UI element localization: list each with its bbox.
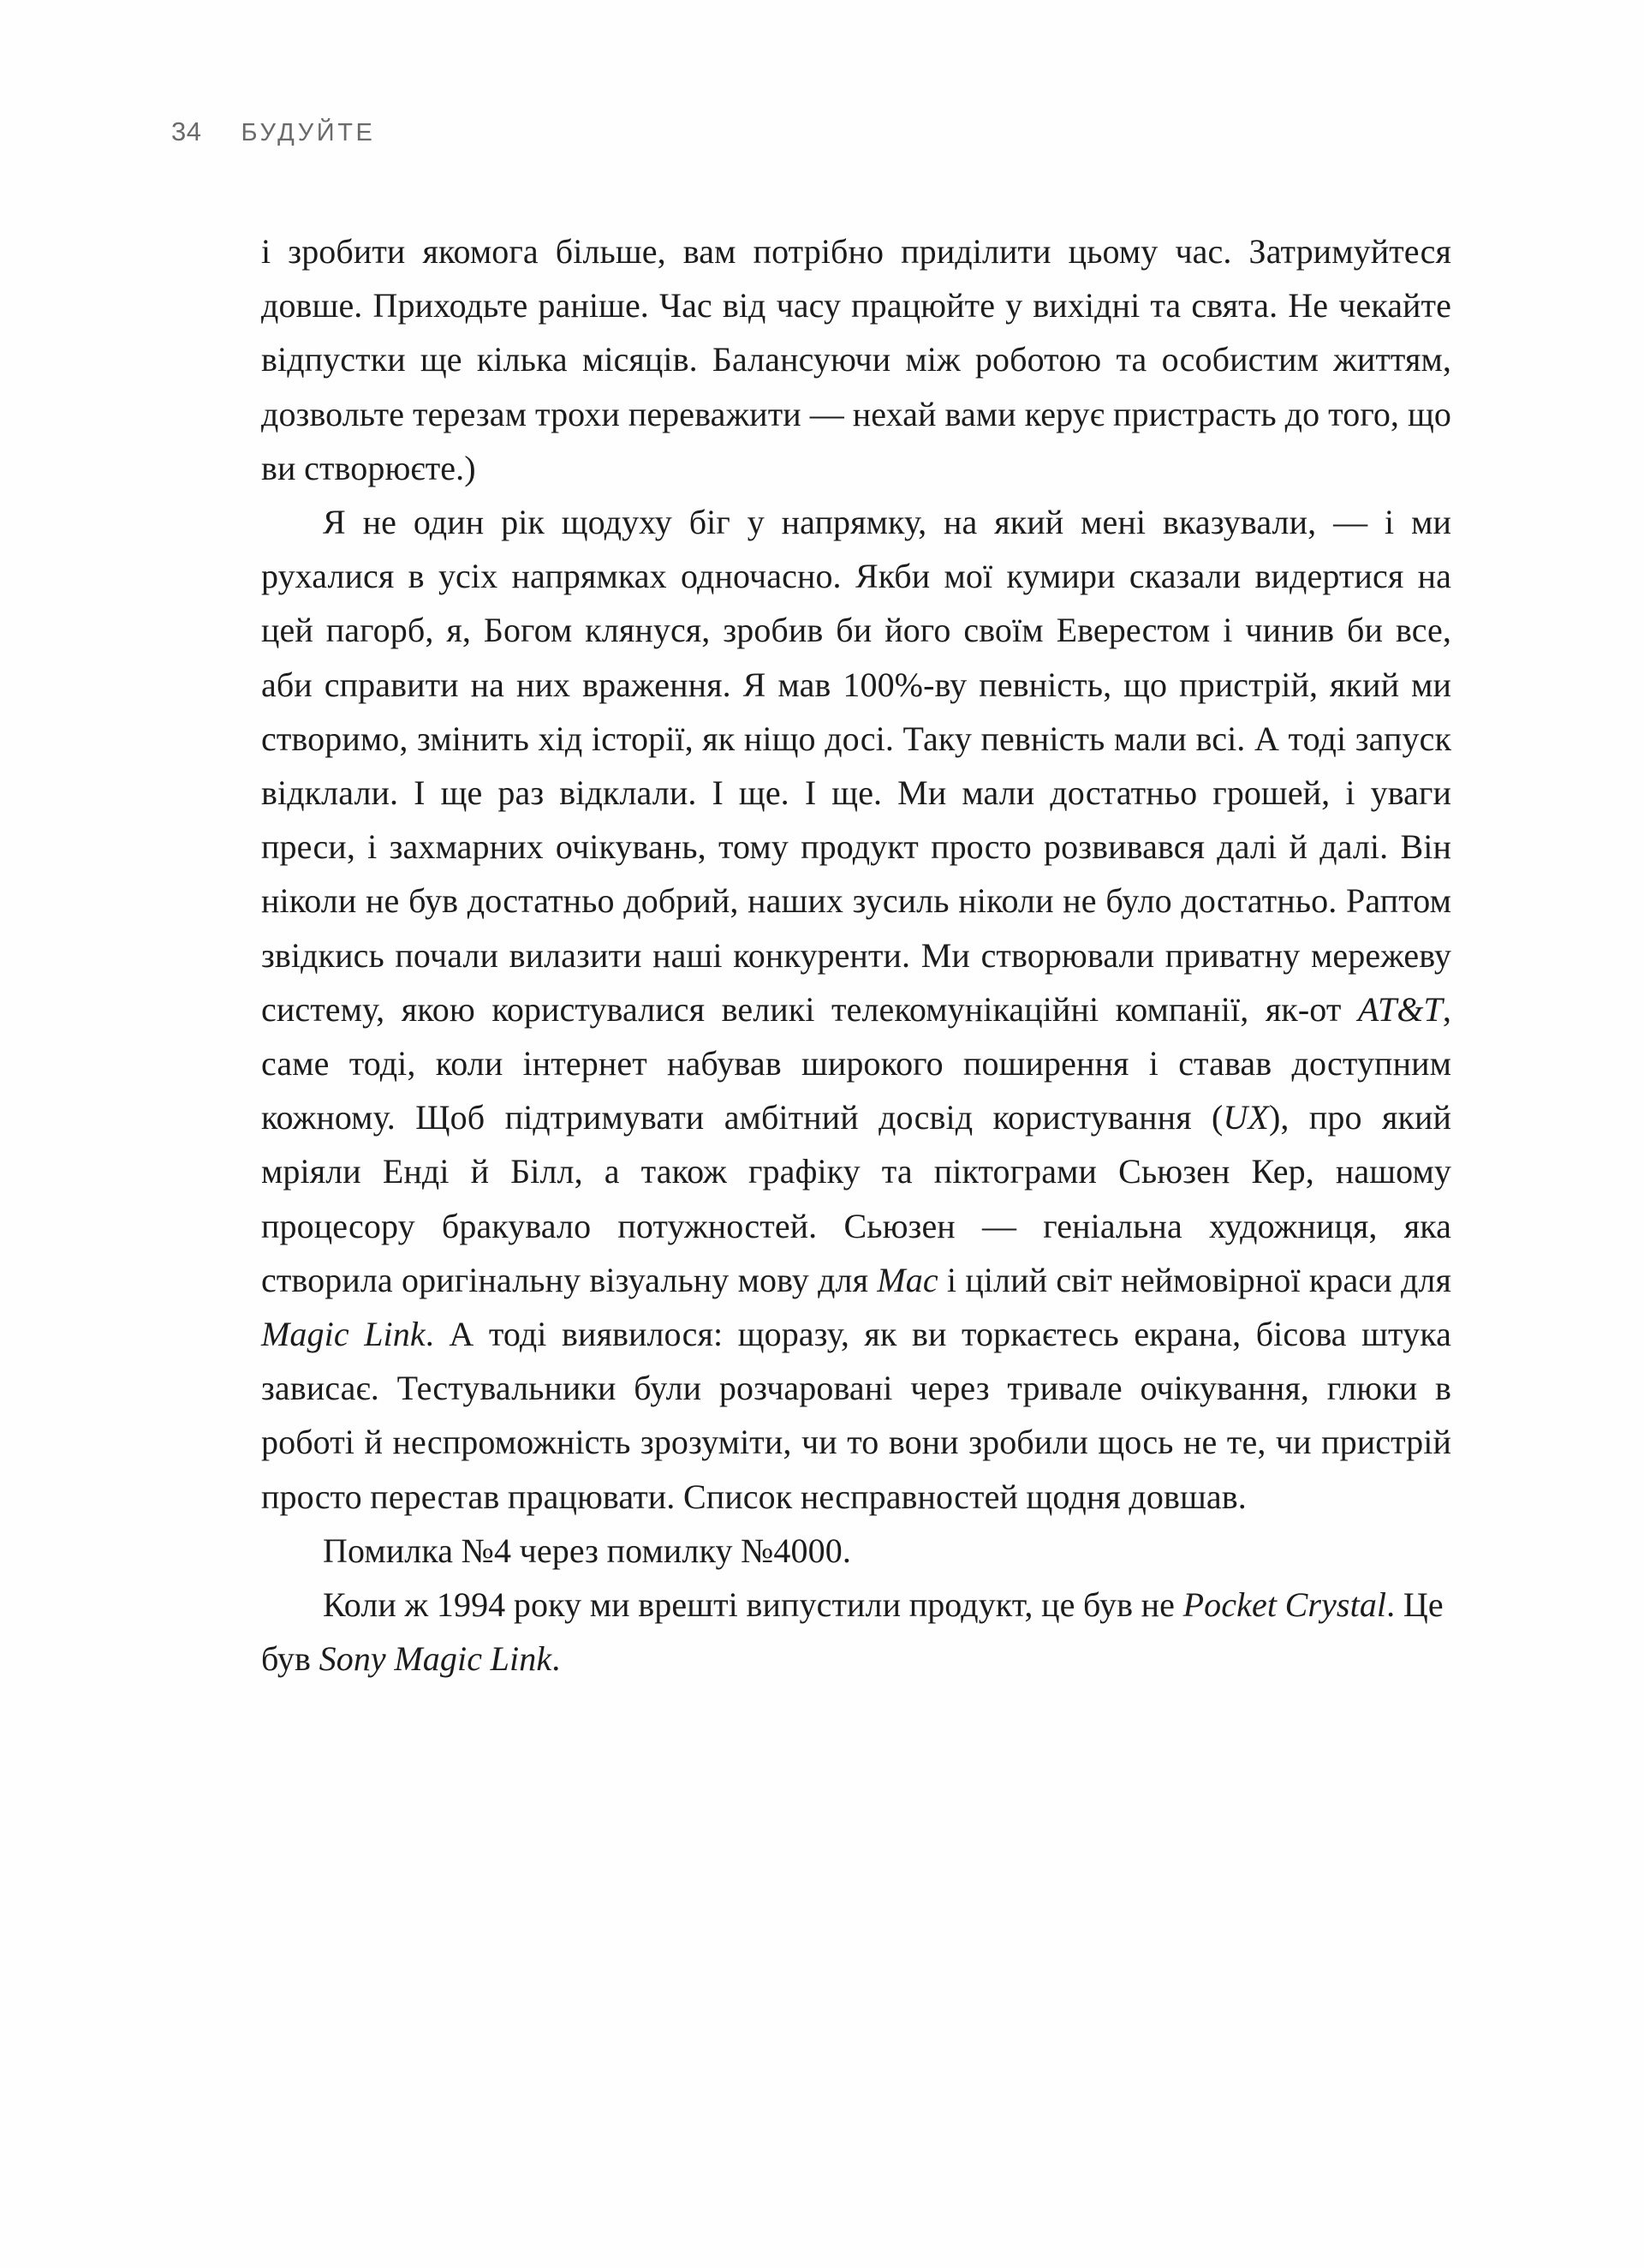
paragraph-1: і зробити якомога більше, вам потрібно приділити цьому час. Затримуйтеся довше. Приходьте раніше. Час від часу працюйте у вихідні та свята. Не чекайте відпустки ще кілька місяців. Балансуючи між роботою та особистим життям, дозвольте терезам трохи переважити — нехай вами керує пристрасть до того, що ви створюєте.) — [261, 232, 1451, 487]
page-number: 34 — [171, 116, 202, 146]
italic-term: Pocket Crystal — [1182, 1585, 1387, 1625]
italic-term: Magic Link — [261, 1315, 426, 1354]
paragraph-3: Помилка №4 через помилку №4000. — [323, 1531, 851, 1570]
paragraph-2: Я не один рік щодуху біг у напрямку, на який мені вказували, — і ми рухалися в усіх напрямках одночасно. Якби мої кумири сказали видертися на цей пагорб, я, Богом клянуся, зробив би його своїм Еверестом і чинив би все, аби справити на них враження. Я мав 100%-ву певність, що пристрій, який ми створимо, змінить хід історії, як ніщо досі. Таку певність мали всі. А тоді запуск відклали. І ще раз відклали. І ще. І ще. Ми мали достатньо грошей, і уваги преси, і захмарних очікувань, тому продукт просто розвивався далі й далі. Він ніколи не був достатньо добрий, наших зусиль ніколи не було достатньо. Раптом звідкись почали вилазити наші конкуренти. Ми створювали приватну мережеву систему, якою користувалися великі телекомунікаційні компанії, як-от AT&T, саме тоді, коли інтернет набував широкого поширення і ставав доступним кожному. Щоб підтримувати амбітний досвід користування (UX), про який мріяли Енді й Білл, а також графіку та піктограми Сьюзен Кер, нашому процесору бракувало потужностей. Сьюзен — геніальна художниця, яка створила оригінальну візуальну мову для Mac і цілий світ неймовірної краси для Magic Link. А тоді виявилося: щоразу, як ви торкаєтесь екрана, бісова штука зависає. Тестувальники були розчаровані через тривале очікування, глюки в роботі й неспроможність зрозуміти, чи то вони зробили щось не те, чи пристрій просто перестав працювати. Список несправностей щодня довшав. — [261, 503, 1451, 1516]
italic-term: AT&T — [1357, 989, 1443, 1029]
italic-term: Sony Magic Link — [319, 1639, 552, 1679]
running-header — [171, 116, 375, 147]
body-text-block — [261, 224, 1451, 1686]
italic-term: Mac — [877, 1260, 938, 1299]
italic-term: UX — [1223, 1098, 1269, 1137]
chapter-title: БУДУЙТЕ — [241, 119, 376, 146]
paragraph-4: Коли ж 1994 року ми врешті випустили продукт, це був не Pocket Crystal. Це був Sony Magic Link. — [261, 1585, 1444, 1679]
